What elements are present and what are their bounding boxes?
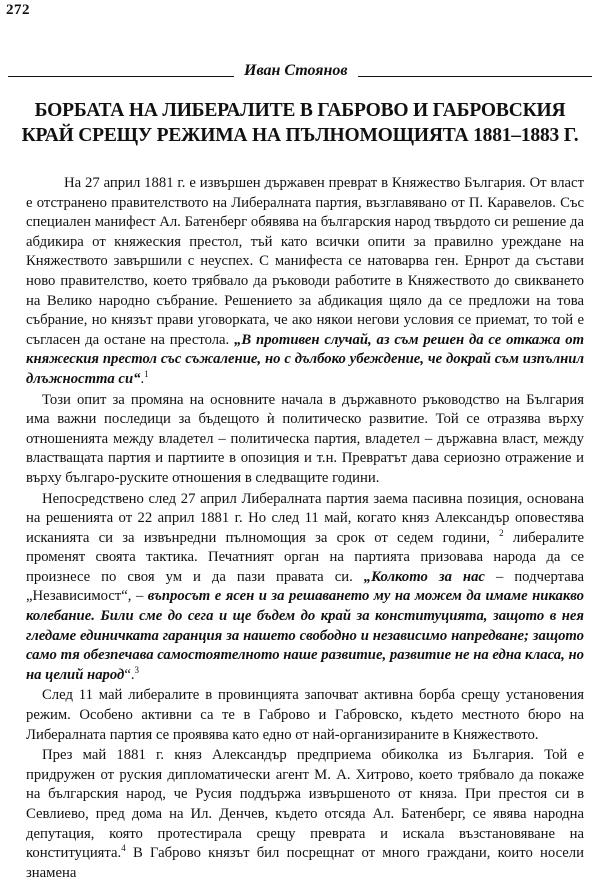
paragraph-text: След 11 май либералите в провинцията започват активна борба срещу установения режим. Особено активни са те в Габрово и Габровско, където местното бюро на Либералната партия се проявява като едно от най-организираните в Княжеството.: [26, 687, 584, 743]
paragraph-4: [26, 686, 584, 745]
quotation: въпросът е ясен и за решаването му на можем да имаме никакво колебание. Били сме до сега и ще бъдем до край за конституцията, защото в нея гледаме единичката гаранция за нашето свободно и независимо напредване; защото само тя обезпечава самостоятелното наше развитие, развитие не на една класа, но на целий народ: [26, 588, 585, 683]
paragraph-text: .: [140, 370, 145, 387]
paragraph-text: либералите променят своята тактика. Печатният орган на партията призовава народа да се произнесе по своя ум и да пази правата си.: [26, 529, 585, 585]
paragraph-text: “.: [124, 666, 135, 683]
article-title: [0, 98, 600, 148]
paragraph-text: На 27 април 1881 г. е извършен държавен преврат в Княжество България. От власт е отстранено правителството на Либералната партия, възглавявано от П. Каравелов. Със специален манифест Ал. Батенберг обявява на българския народ твърдото си решение да абдикира от княжеския престол, тъй като всички опити за правилно уреждане на Княжеството завършили с неуспех. С манифеста се натоварва ген. Ернрот да състави ново правителство, което трябвало да ръководи работите в Княжеството до свикването на Велико народно събрание. Решението за абдикация щяло да се предложи на това събрание, но князът прави уговорката, че ако някои негови условия се приемат, то той е съгласен да остане на престола.: [26, 175, 584, 348]
paragraph-text: Този опит за промяна на основните начала в държавното ръководство на България има важни последици за бъдещото ѝ политическо развитие. Той се отразява върху отношенията между владетел – политическа партия, владетел – държавна власт, между властващата партия и партиите в опозиция и т.н. Превратът дава сериозно отражение и върху българо-руските отношения в следващите години.: [26, 391, 584, 486]
title-line-1: БОРБАТА НА ЛИБЕРАЛИТЕ В ГАБРОВО И ГАБРОВСКИЯ: [34, 100, 566, 121]
paragraph-5: [26, 746, 584, 883]
running-header: [8, 60, 592, 84]
page-number: 272: [6, 2, 30, 18]
author-name: Иван Стоянов: [234, 60, 358, 82]
paragraph-text: През май 1881 г. княз Александър предприема обиколка из България. Той е придружен от руския дипломатически агент М. А. Хитрово, което трябвало да покаже на българския народ, че Русия поддържа извършеното от княза. При престоя си в Севлиево, пред дома на Ил. Денчев, където отсяда Ал. Батенберг, се явява народна депутация, която протестирала срещу преврата и искала възстановяване на конституцията.: [26, 747, 584, 862]
paragraph-text: – подчертава „Независимост“, –: [26, 568, 585, 605]
title-line-2: КРАЙ СРЕЩУ РЕЖИМА НА ПЪЛНОМОЩИЯТА 1881–1883 Г.: [21, 125, 579, 146]
paragraph-text: В Габрово князът бил посрещнат от много граждани, които носели знамена: [26, 845, 584, 881]
paragraph-3: [26, 490, 584, 686]
paragraph-2: [26, 391, 584, 489]
footnote-ref: 1: [144, 369, 149, 380]
footnote-ref: 4: [121, 843, 126, 854]
article-body: [26, 174, 584, 883]
footnote-ref: 3: [134, 664, 140, 675]
quotation: „Колкото за нас: [363, 568, 485, 585]
quotation: „В противен случай, аз съм решен да се откажа от княжеския престол със съжаление, но с дълбоко убеждение, че докрай съм изпълнил длъжността си“: [26, 331, 584, 387]
footnote-ref: 2: [499, 527, 504, 538]
paragraph-1: [26, 174, 584, 390]
paragraph-text: Непосредствено след 27 април Либералната партия заема пасивна позиция, основана на решенията от 22 април 1881 г. Но след 11 май, когато княз Александър оповестява исканията си за извънредни пълномощия за срок от седем години,: [26, 490, 584, 546]
